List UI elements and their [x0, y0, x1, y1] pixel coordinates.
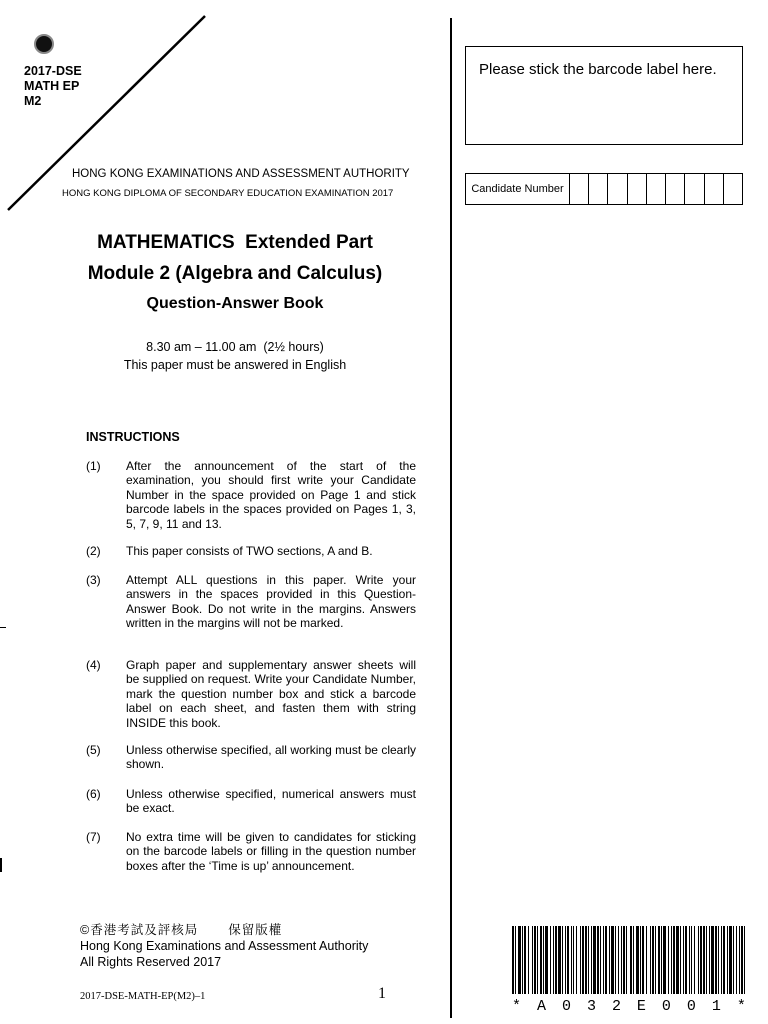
barcode-bar — [515, 926, 516, 994]
copyright-authority: Hong Kong Examinations and Assessment Authority — [80, 939, 369, 953]
instruction-item — [86, 743, 416, 772]
barcode-bar — [593, 926, 596, 994]
barcode-label-text: Please stick the barcode label here. — [479, 61, 717, 78]
copyright-rights: All Rights Reserved 2017 — [80, 955, 222, 969]
instruction-text: No extra time will be given to candidates for sticking on the barcode labels or filling in the question number boxes after the ‘Time is up’ announcement. — [126, 830, 416, 873]
barcode-bar — [603, 926, 604, 994]
barcode-bar — [650, 926, 651, 994]
barcode-bar — [680, 926, 681, 994]
candidate-number-cell[interactable] — [628, 174, 647, 204]
barcode-bar — [585, 926, 587, 994]
barcode-bar — [661, 926, 662, 994]
barcode-char: 0 — [661, 998, 671, 1015]
instruction-number: (3) — [86, 573, 101, 587]
barcode-bar — [673, 926, 675, 994]
barcode-bar — [512, 926, 514, 994]
barcode-image — [512, 926, 746, 994]
barcode-bar — [567, 926, 569, 994]
instruction-item — [86, 830, 416, 873]
barcode-bar — [571, 926, 572, 994]
candidate-number-label: Candidate Number — [466, 174, 570, 204]
barcode-char: E — [636, 998, 646, 1015]
barcode-bar — [685, 926, 687, 994]
barcode-bar — [550, 926, 551, 994]
barcode-bar — [733, 926, 734, 994]
barcode-bar — [615, 926, 616, 994]
book-title: Question-Answer Book — [146, 295, 324, 312]
barcode-bar — [611, 926, 614, 994]
barcode-bar — [540, 926, 542, 994]
barcode-bar — [618, 926, 619, 994]
barcode-bar — [689, 926, 690, 994]
barcode-char: 3 — [586, 998, 596, 1015]
barcode-bar — [715, 926, 717, 994]
barcode-bar — [676, 926, 679, 994]
instruction-text: After the announcement of the start of the examination, you should first write your Candidate Number in the space provided on Page 1 and stick barcode labels in the spaces provided on Pages 1, 3, 5, 7, 9, 11 and 13. — [126, 459, 416, 531]
barcode-bar — [718, 926, 719, 994]
instruction-text: Attempt ALL questions in this paper. Write your answers in the spaces provided in this Question-Answer Book. Do not write in the margins. Answers written in the margins will not be marked. — [126, 573, 416, 631]
barcode-char: * — [736, 998, 746, 1015]
barcode-text — [512, 998, 746, 1015]
barcode-bar — [711, 926, 714, 994]
barcode-bar — [553, 926, 554, 994]
barcode-bar — [709, 926, 710, 994]
copyright-notice — [80, 922, 368, 970]
barcode-char: 2 — [611, 998, 621, 1015]
barcode-bar — [636, 926, 639, 994]
margin-mark — [0, 627, 6, 628]
barcode-bar — [640, 926, 641, 994]
instruction-number: (1) — [86, 459, 101, 473]
candidate-number-cell[interactable] — [666, 174, 685, 204]
barcode-bar — [576, 926, 577, 994]
barcode-bar — [543, 926, 544, 994]
barcode-bar — [591, 926, 592, 994]
barcode-bar — [580, 926, 581, 994]
copyright-chinese-authority: ©香港考試及評核局 — [80, 923, 199, 937]
module-title: Module 2 (Algebra and Calculus) — [87, 263, 383, 284]
instruction-text: Graph paper and supplementary answer sheets will be supplied on request. Write your Candidate Number, mark the question number box and stick a barcode label on each sheet, and fasten them with string INSIDE this book. — [126, 658, 416, 730]
barcode-bar — [691, 926, 692, 994]
barcode-bar — [741, 926, 743, 994]
instruction-item — [86, 787, 416, 816]
exam-time: 8.30 am – 11.00 am (2½ hours) — [146, 340, 324, 354]
candidate-number-cell[interactable] — [724, 174, 742, 204]
candidate-number-box — [465, 173, 743, 205]
candidate-number-cell[interactable] — [570, 174, 589, 204]
barcode-char: A — [536, 998, 546, 1015]
barcode-bar — [703, 926, 705, 994]
barcode-bar — [532, 926, 533, 994]
barcode-bar — [630, 926, 632, 994]
barcode-bar — [663, 926, 666, 994]
barcode-bar — [706, 926, 707, 994]
candidate-number-cell[interactable] — [589, 174, 608, 204]
barcode-bar — [597, 926, 599, 994]
barcode-bar — [658, 926, 660, 994]
instruction-text: Unless otherwise specified, all working must be clearly shown. — [126, 743, 416, 772]
paper-code-line: M2 — [24, 94, 42, 108]
barcode-bar — [518, 926, 521, 994]
barcode-bar — [727, 926, 728, 994]
barcode-bar — [524, 926, 526, 994]
barcode-bar — [668, 926, 669, 994]
barcode-bar — [626, 926, 627, 994]
instruction-number: (5) — [86, 743, 101, 757]
barcode-bar — [582, 926, 584, 994]
barcode-char: 0 — [686, 998, 696, 1015]
instruction-text: Unless otherwise specified, numerical answers must be exact. — [126, 787, 416, 816]
barcode-bar — [683, 926, 684, 994]
barcode-bar — [723, 926, 725, 994]
barcode-bar — [600, 926, 601, 994]
barcode-bar — [621, 926, 622, 994]
barcode-bar — [729, 926, 732, 994]
barcode-bar — [555, 926, 557, 994]
barcode-char: 0 — [561, 998, 571, 1015]
barcode-label-box — [465, 46, 743, 145]
barcode-bar — [534, 926, 536, 994]
candidate-number-cell[interactable] — [647, 174, 666, 204]
instruction-item — [86, 658, 416, 730]
barcode-bar — [609, 926, 610, 994]
barcode-bar — [655, 926, 656, 994]
barcode-bar — [646, 926, 647, 994]
vertical-divider — [450, 18, 452, 1018]
candidate-number-cell[interactable] — [705, 174, 724, 204]
candidate-number-cell[interactable] — [685, 174, 704, 204]
barcode-bar — [739, 926, 740, 994]
barcode-bar — [537, 926, 538, 994]
barcode-bar — [545, 926, 548, 994]
barcode-bar — [573, 926, 574, 994]
page-number: 1 — [378, 985, 386, 1002]
paper-code-line: MATH EP — [24, 79, 80, 93]
barcode-bar — [623, 926, 625, 994]
barcode-bar — [558, 926, 561, 994]
barcode-bar — [671, 926, 672, 994]
instruction-number: (4) — [86, 658, 101, 672]
copyright-chinese-rights: 保留版權 — [228, 923, 283, 937]
barcode-bar — [694, 926, 695, 994]
barcode-char: * — [512, 998, 522, 1015]
language-note: This paper must be answered in English — [123, 358, 347, 372]
instruction-number: (2) — [86, 544, 101, 558]
barcode-bar — [562, 926, 563, 994]
paper-title: MATHEMATICS Extended Part — [97, 232, 373, 253]
instruction-item — [86, 544, 416, 558]
barcode-bar — [652, 926, 654, 994]
barcode-char: 1 — [711, 998, 721, 1015]
barcode-bar — [700, 926, 702, 994]
diploma-name: HONG KONG DIPLOMA OF SECONDARY EDUCATION EXAMINATION 2017 — [62, 188, 394, 199]
barcode-bar — [605, 926, 607, 994]
barcode-bar — [642, 926, 644, 994]
instruction-number: (7) — [86, 830, 101, 844]
barcode-bar — [736, 926, 737, 994]
instruction-text: This paper consists of TWO sections, A and B. — [126, 544, 373, 558]
barcode-bar — [633, 926, 634, 994]
instruction-item — [86, 459, 416, 531]
barcode-bar — [744, 926, 745, 994]
instruction-item — [86, 573, 416, 631]
paper-code-line: 2017-DSE — [24, 64, 82, 78]
barcode-bar — [698, 926, 699, 994]
footer-code: 2017-DSE-MATH-EP(M2)–1 — [80, 991, 206, 1002]
instruction-number: (6) — [86, 787, 101, 801]
barcode-bar — [528, 926, 529, 994]
authority-name: HONG KONG EXAMINATIONS AND ASSESSMENT AUTHORITY — [72, 168, 410, 180]
barcode-bar — [565, 926, 566, 994]
candidate-number-cell[interactable] — [608, 174, 627, 204]
instructions-heading: INSTRUCTIONS — [86, 430, 180, 444]
barcode-bar — [721, 926, 722, 994]
barcode-bar — [522, 926, 523, 994]
margin-mark — [0, 858, 2, 872]
barcode-bar — [588, 926, 589, 994]
diagonal-line — [0, 0, 220, 215]
